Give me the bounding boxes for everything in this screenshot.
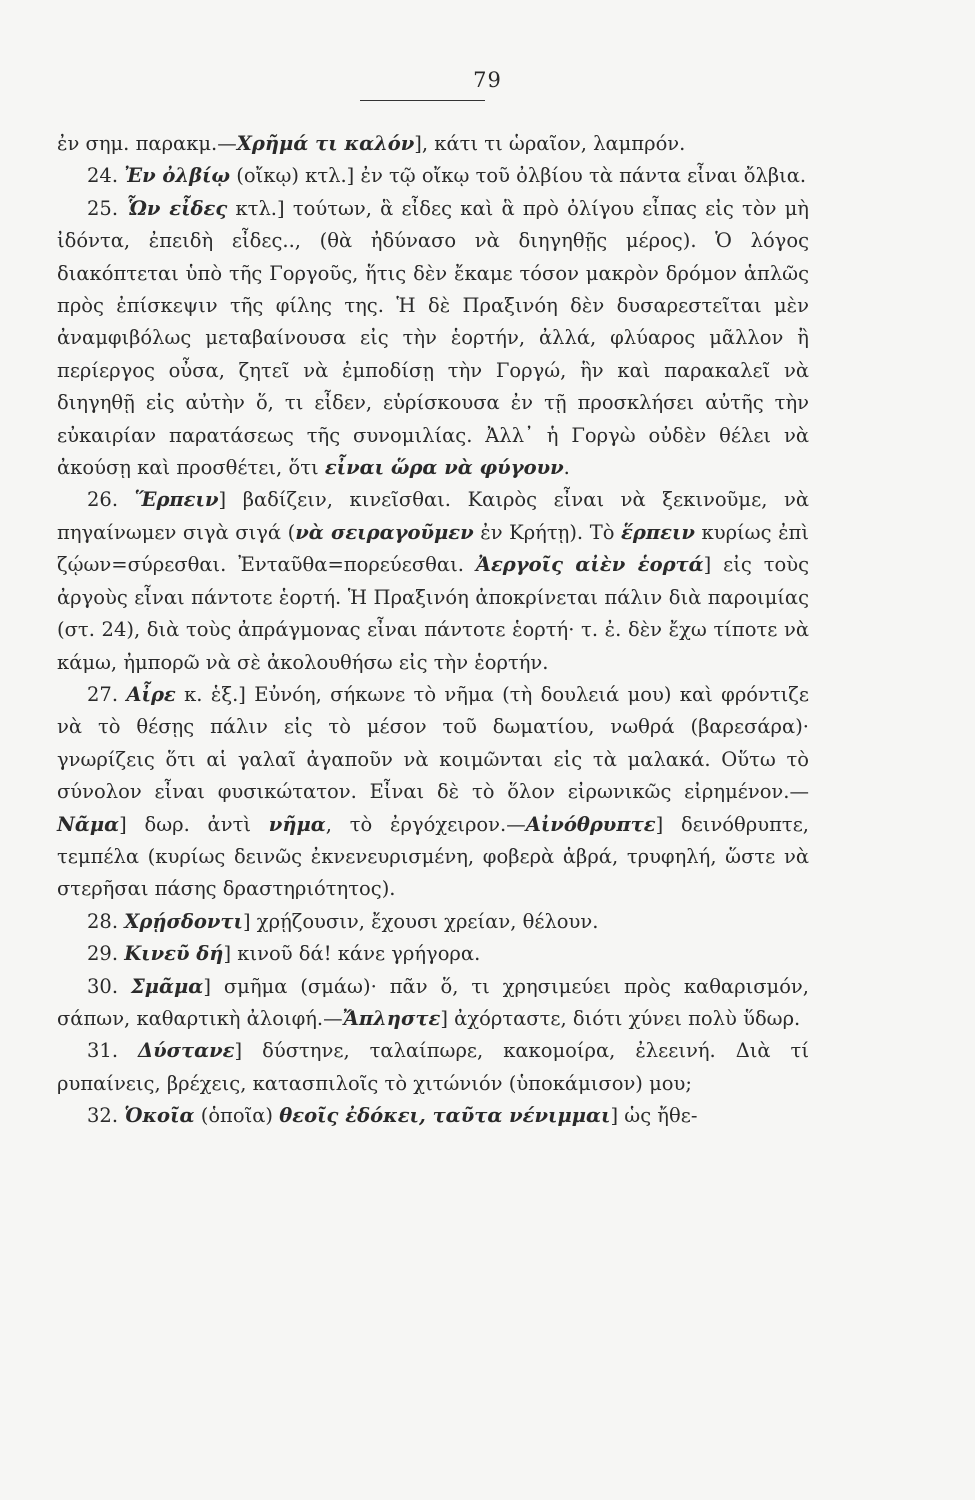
note-text: 26. (87, 488, 135, 512)
page-number: 79 (473, 68, 502, 92)
lemma: Δύστανε (137, 1039, 235, 1063)
lemma: Ἄπληστε (342, 1006, 441, 1030)
note-text: (ὁποῖα) (194, 1104, 280, 1128)
note-text: 32. (87, 1104, 125, 1128)
lemma: νῆμα (268, 812, 326, 836)
lemma: Ὧν εἶδες (126, 196, 228, 220)
lemma: εἶναι ὥρα νὰ φύγουν (324, 456, 564, 480)
lemma: Ἀεργοῖς αἰὲν ἑορτά (475, 553, 704, 577)
lemma: Χρῄσδοντι (124, 909, 243, 933)
note-text: ] δεινόθρυπτε, τεμπέλα (κυρίως δεινῶς ἐκνενευρισμένη, φοβερὰ ἁβρά, τρυφηλή, ὥστε νὰ στερῆσαι πάσης δραστηριότητος). (57, 812, 809, 901)
note-paragraph-n30 (57, 971, 809, 1036)
note-text: ] βαδίζειν, κινεῖσθαι. Καιρὸς εἶναι νὰ ξεκινοῦμε, νὰ πηγαίνωμεν σιγὰ σιγά ( (57, 488, 809, 544)
note-text: ἐν Κρήτῃ). Τὸ (473, 520, 622, 544)
note-text: ἐν σημ. παρακμ.— (57, 132, 237, 155)
note-paragraph-n31 (57, 1035, 809, 1100)
note-paragraph-n24 (57, 160, 809, 192)
note-text: 31. (87, 1039, 138, 1063)
lemma: Σμᾶμα (130, 974, 204, 998)
lemma: Ἕρπειν (134, 488, 219, 512)
lemma: θεοῖς ἐδόκει, ταῦτα νένιμμαι (279, 1104, 611, 1128)
note-text: ] δωρ. ἀντὶ (119, 812, 269, 836)
note-text: ] χρῄζουσιν, ἔχουσι χρείαν, θέλουν. (242, 909, 599, 933)
lemma: ἕρπειν (621, 520, 695, 544)
note-text: κυρίως ἐπὶ ζῴων=σύρεσθαι. Ἐνταῦθα=πορεύεσθαι. (57, 520, 809, 577)
note-text: 28. (87, 909, 125, 933)
note-text: 25. (87, 196, 127, 220)
header-rule (360, 100, 485, 101)
note-paragraph-n29 (57, 938, 809, 970)
note-paragraph-n26 (57, 484, 809, 678)
lemma: Κινεῦ δή (124, 942, 224, 966)
note-text: 27. (87, 682, 127, 706)
note-text: ], κάτι τι ὡραῖον, λαμπρόν. (414, 132, 686, 155)
note-text: , τὸ ἐργόχειρον.— (325, 812, 526, 836)
lemma: Αἶρε (126, 682, 176, 706)
note-text: ] σμῆμα (σμάω)· πᾶν ὅ, τι χρησιμεύει πρὸς καθαρισμόν, σάπων, καθαρτικὴ ἀλοιφή.— (57, 974, 809, 1030)
note-paragraph-cont (57, 128, 809, 160)
note-text: ] δύστηνε, ταλαίπωρε, κακομοίρα, ἐλεεινή. Διὰ τί ρυπαίνεις, βρέχεις, κατασπιλοῖς τὸ χιτώνιόν (ὑποκάμισον) μου; (57, 1039, 809, 1095)
lemma: Ἐν ὀλβίῳ (124, 164, 231, 188)
note-text: ] ἀχόρταστε, διότι χύνει πολὺ ὕδωρ. (440, 1006, 801, 1030)
note-text: 29. (87, 942, 125, 966)
note-text: (οἴκῳ) κτλ.] ἐν τῷ οἴκῳ τοῦ ὀλβίου τὰ πάντα εἶναι ὄλβια. (230, 164, 807, 188)
lemma: Ὁκοῖα (124, 1104, 195, 1128)
note-paragraph-n25 (57, 193, 809, 485)
note-text: ] ὡς ἤθε- (610, 1104, 698, 1128)
note-text: 30. (87, 974, 131, 998)
lemma: Χρῆμά τι καλόν (236, 132, 415, 155)
note-text: κτλ.] τούτων, ἃ εἶδες καὶ ἃ πρὸ ὀλίγου εἶπας εἰς τὸν μὴ ἰδόντα, ἐπειδὴ εἶδες.., (θὰ ἠδύνασο νὰ διηγηθῇς μέρος). Ὁ λόγος διακόπτεται ὑπὸ τῆς Γοργοῦς, ἥτις δὲν ἔκαμε τόσον μακρὸν δρόμον ἁπλῶς πρὸς ἐπίσκεψιν τῆς φίλης της. Ἡ δὲ Πραξινόη δὲν δυσαρεστεῖται μὲν ἀναμφιβόλως μεταβαίνουσα εἰς τὴν ἑορτήν, ἀλλά, φλύαρος μᾶλλον ἢ περίεργος οὖσα, ζητεῖ νὰ ἐμποδίσῃ τὴν Γοργώ, ἣν καὶ παρακαλεῖ νὰ διηγηθῇ εἰς αὐτὴν ὅ, τι εἶδεν, εὑρίσκουσα ἐν τῇ προσκλήσει αὐτῆς τὴν εὐκαιρίαν παρατάσεως τῆς συνομιλίας. Ἀλλ᾽ ἡ Γοργὼ οὐδὲν θέλει νὰ ἀκούσῃ καὶ προσθέτει, ὅτι (57, 196, 809, 480)
note-text: ] κινοῦ δά! κάνε γρήγορα. (223, 942, 481, 966)
commentary-text (57, 128, 809, 1133)
lemma: Αἰνόθρυπτε (525, 812, 656, 836)
lemma: Νᾶμα (57, 812, 120, 836)
note-paragraph-n28 (57, 906, 809, 938)
note-paragraph-n32 (57, 1100, 809, 1132)
note-text: ] εἰς τοὺς ἀργοὺς εἶναι πάντοτε ἑορτή. Ἡ Πραξινόη ἀποκρίνεται πάλιν διὰ παροιμίας (στ. 24), διὰ τοὺς ἀπράγμονας εἶναι πάντοτε ἑορτή· τ. ἐ. δὲν ἔχω τίποτε νὰ κάμω, ἠμπορῶ νὰ σὲ ἀκολουθήσω εἰς τὴν ἑορτήν. (57, 553, 810, 674)
lemma: νὰ σειραγοῦμεν (295, 520, 474, 544)
note-paragraph-n27 (57, 679, 809, 906)
note-text: κ. ἑξ.] Εὐνόη, σήκωνε τὸ νῆμα (τὴ δουλειά μου) καὶ φρόντιζε νὰ τὸ θέσῃς πάλιν εἰς τὸ μέσον τοῦ δωματίου, νωθρά (βαρεσάρα)· γνωρίζεις ὅτι αἱ γαλαῖ ἀγαποῦν νὰ κοιμῶνται εἰς τὰ μαλακά. Οὕτω τὸ σύνολον εἶναι φυσικώτατον. Εἶναι δὲ τὸ ὅλον εἰρωνικῶς εἰρημένον.— (57, 682, 809, 804)
note-text: . (563, 456, 570, 480)
note-text: 24. (87, 164, 125, 188)
